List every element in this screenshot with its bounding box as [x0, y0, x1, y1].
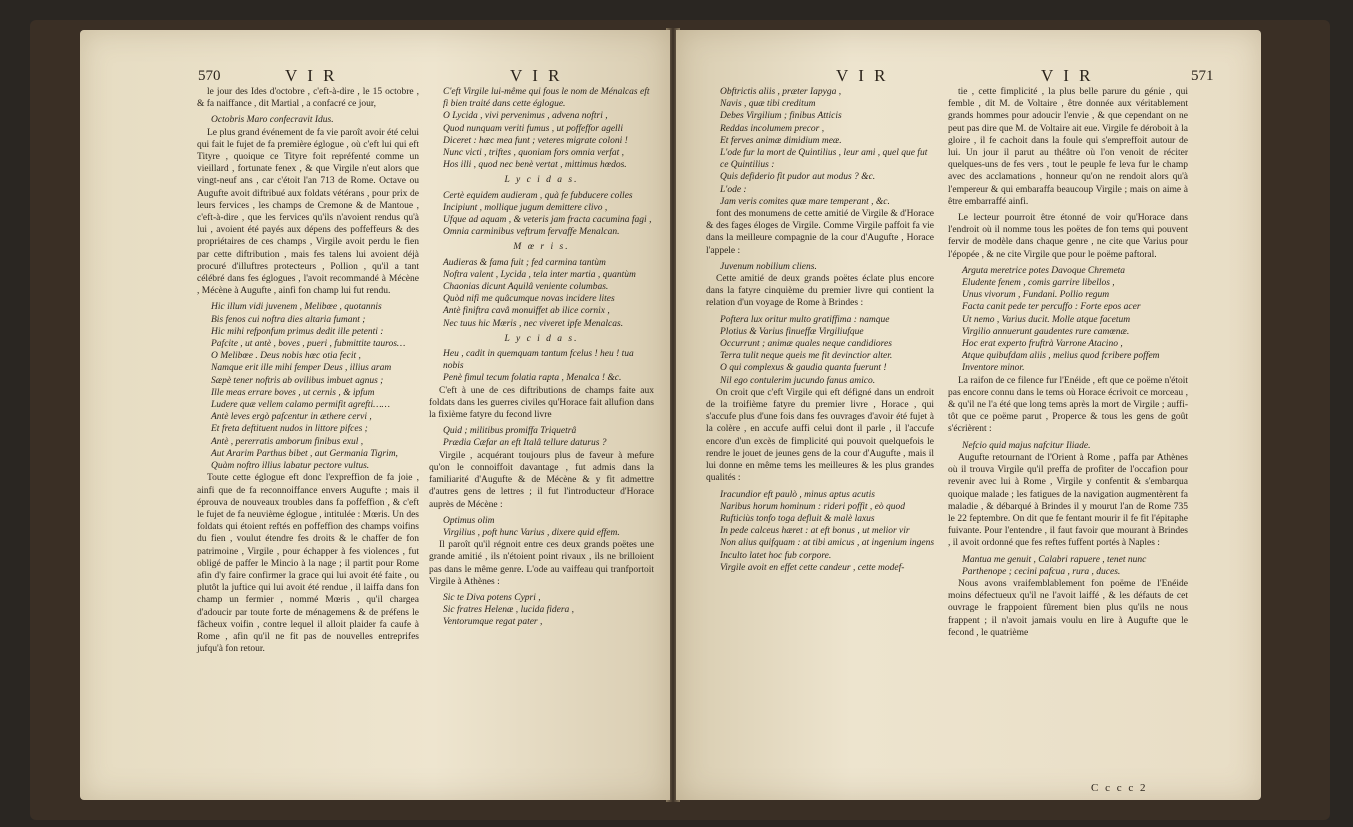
- verse-line: Parthenope ; cecini pafcua , rura , duces.: [962, 566, 1121, 577]
- running-head-right-a: V I R: [836, 66, 889, 85]
- prose-paragraph: On croit que c'eft Virgile qui eft défigné dans un endroit de la troifième fatyre du premier livre , Horace , qui s'accufe plus d'une fois dans fes ouvrages d'avoir été fujet à la colère , en accufe auffi celui dont il parle , il l'accufe encore d'un excès de fimplicité qui pouvoit quelquefois le rendre le jouet de jeunes gens de la cour d'Augufte , mais il lui donne en même tems les meilleures & les plus grandes qualités :: [706, 387, 934, 484]
- verse-line: C'eft Virgile lui-même qui fous le nom de Ménalcas eft fi bien traité dans cette églogue.: [443, 87, 650, 110]
- verse-line: Audieras & fama fuit ; fed carmina tantùm: [443, 257, 606, 268]
- verse-line: Sic te Diva potens Cypri ,: [443, 592, 541, 603]
- prose-paragraph: Il paroît qu'il régnoit entre ces deux grands poëtes une grande amitié , ils n'étoient point rivaux , ils ne brilloient pas dans le même genre. L'ode au vaiffeau qui tranfportoit Virgile à Athènes :: [429, 540, 654, 587]
- left-page-column-2: [429, 86, 654, 629]
- verse-line: Nil ego contulerim jucundo fanus amico.: [720, 375, 876, 386]
- verse-line: Naribus horum hominum : rideri poffit , eò quod: [720, 501, 905, 512]
- verse-line: Terra tulit neque queis me fit devinctior alter.: [720, 351, 893, 362]
- verse-line: Hos illi , quod nec benè vertat , mittimus hœdos.: [443, 160, 627, 171]
- verse-line: Ufque ad aquam , & veteris jam fracta cacumina fagi ,: [443, 215, 652, 226]
- speaker-name: M œ r i s.: [513, 242, 570, 253]
- speaker-name: L y c i d a s.: [504, 175, 579, 186]
- verse-line: O Lycida , vivi pervenimus , advena noftri ,: [443, 111, 608, 122]
- prose-paragraph: Le plus grand événement de fa vie paroît avoir été celui qui fait le fujet de fa première églogue , où c'eft lui qui eft Tityre , quoique ce Tityre foit repréfenté comme un vieillard , fortunate fenex , & que Virgile n'eut alors que vingt-neuf ans , car c'étoit l'an 713 de Rome. Octave ou Augufte avoit diftribué aux foldats vétérans , pour prix de leurs fervices , les champs de Cremone & de Mantoue , c'eft-à-dire , que les fervices qu'ils n'avoient rendus qu'à lui , avoient été payés aux dépens des poffeffeurs & des propriétaires de ces champs , Virgile avoit perdu le fien par cette diftribution , mais fes talens lui avoient déjà procuré d'illuftres protecteurs , Pollion , qu'il a tant célébré dans fes églogues , l'avoit recommandé à Mécène , Mécène à Augufte , ainfi fon champ lui fut rendu.: [197, 127, 419, 297]
- prose-paragraph: Cette amitié de deux grands poëtes éclate plus encore dans la fatyre cinquième du premier livre qui contient la relation d'un voyage de Rome à Brindes :: [706, 274, 934, 309]
- verse-line: Eludente fenem , comis garrire libellos ,: [962, 278, 1115, 289]
- verse-line: Optimus olim: [443, 515, 495, 526]
- verse-line: Antè leves ergò pafcentur in æthere cervi ,: [211, 412, 372, 423]
- verse-line: O qui complexus & gaudia quanta fuerunt !: [720, 363, 887, 374]
- prose-paragraph: tie , cette fimplicité , la plus belle parure du génie , qui femble , dit M. de Voltaire , être donnée aux véritablement grands hommes pour adoucir l'envie , & que cependant on ne peut pas dire que M. de Voltaire ait eue. Virgile fe déroboit à la gloire , il fe cachoit dans la foule qui s'empreffoit autour de lui. Un jour il parut au théâtre où l'on venoit de réciter quelques-uns de fes vers , tout le peuple fe leva fur le champ avec des acclamations , honneur qu'on ne rendoit alors qu'à l'empereur & qui embaraffa beaucoup Virgile ; mais on aime à être embarraffé ainfi.: [948, 87, 1188, 207]
- verse-line: Ut nemo , Varius ducit. Molle atque facetum: [962, 314, 1131, 325]
- verse-line: Sic fratres Helenæ , lucida fidera ,: [443, 605, 575, 616]
- verse-line: Chaonias dicunt Aquilâ veniente columbas.: [443, 282, 609, 293]
- prose-paragraph: Toute cette églogue eft donc l'expreffion de fa joie , ainfi que de fa reconnoiffance envers Augufte ; mais il éprouva de nouveaux troubles dans fa poffeffion , & c'eft le fujet de fa neuvième églogue , intitulée : Mœris. Un des foldats qui étoient reftés en poffeffion des champs voifins du fien , voulut étendre fes droits & le chaffer de fon patrimoine , Virgile , pour échapper à fes violences , fut obligé de paffer le Mincio à la nage ; il partit pour Rome afin d'y faire confirmer la grace qui lui avoit été faite , ou plutôt la juftice qui lui avoit été rendue , il laiffa dans fon champ un fermier , nommé Mœris , qu'il chargea d'adoucir par toute forte de ménagemens & de préfens le fâcheux voifin , contre lequel il alloit plaider fa caufe à Rome , afin qu'il ne fit pas de nouvelles entreprifes jufqu'à fon retour.: [197, 473, 419, 655]
- verse-line: Ille meas errare boves , ut cernis , & ipfum: [211, 387, 375, 398]
- verse-line: Quàm noftro illius labatur pectore vultus.: [211, 461, 370, 472]
- verse-line: Mantua me genuit , Calabri rapuere , tenet nunc: [962, 554, 1147, 565]
- verse-line: Hic illum vidi juvenem , Melibœe , quotannis: [211, 302, 382, 313]
- verse-line: Pafcite , ut antè , boves , pueri , fubmittite tauros…: [211, 339, 406, 350]
- verse-line: Unus vivorum , Fundani. Pollio regum: [962, 290, 1110, 301]
- verse-line: Reddas incolumem precor ,: [720, 123, 825, 134]
- verse-line: L'ode :: [720, 184, 747, 195]
- verse-line: Hoc erat experto fruftrà Varrone Atacino ,: [962, 339, 1123, 350]
- verse-line: Jam veris comites quæ mare temperant , &c.: [720, 196, 890, 207]
- verse-line: Diceret : hæc mea funt ; veteres migrate coloni !: [443, 135, 628, 146]
- verse-line: Certè equidem audieram , quà fe fubducere colles: [443, 190, 633, 201]
- verse-line: Incipiunt , mollique jugum demittere clivo ,: [443, 202, 608, 213]
- running-head-left-a: V I R: [285, 66, 338, 85]
- verse-line: Hic mihi refponfum primus dedit ille petenti :: [211, 326, 384, 337]
- verse-line: Plotius & Varius finueffæ Virgiliufque: [720, 326, 864, 337]
- verse-line: Quòd nifi me quâcumque novas incidere lites: [443, 294, 615, 305]
- verse-line: Nefcio quid majus nafcitur Iliade.: [962, 440, 1091, 451]
- verse-line: Facta canit pede ter percuffo : Forte epos acer: [962, 302, 1141, 313]
- right-page-column-2: [948, 86, 1188, 643]
- verse-line: Penè fimul tecum folatia rapta , Menalca ! &c.: [443, 373, 622, 384]
- prose-paragraph: La raifon de ce filence fur l'Enéide , eft que ce poëme n'étoit pas encore connu dans le tems où Horace écrivoit ce morceau , & qu'il ne l'a été que long tems après la mort de Virgile ; auffi-tôt que ce poëme parut , Properce & tous les gens de goût s'écrièrent :: [948, 375, 1188, 435]
- running-head-left-b: V I R: [510, 66, 563, 85]
- verse-line: Heu , cadit in quemquam tantum fcelus ! heu ! tua nobis: [443, 349, 634, 372]
- right-page-column-1: [706, 86, 934, 574]
- running-head-right-b: V I R: [1041, 66, 1094, 85]
- prose-paragraph: Le lecteur pourroit être étonné de voir qu'Horace dans l'endroit où il nomme tous les poëtes de fon tems qui pouvent fervir de modèle dans chaque genre , ne cite que Varius pour l'épopée , & ne cite Virgile que pour le poëme paftoral.: [948, 213, 1188, 260]
- prose-paragraph: font des monumens de cette amitié de Virgile & d'Horace & des fages éloges de Virgile. Comme Virgile paffoit fa vie dans la meilleure compagnie de la cour d'Augufte , Horace l'appele :: [706, 209, 934, 256]
- verse-line: Omnia carminibus veftrum fervaffe Menalcan.: [443, 227, 620, 238]
- verse-line: Octobris Maro confecravit Idus.: [211, 115, 334, 126]
- verse-line: Arguta meretrice potes Davoque Chremeta: [962, 265, 1126, 276]
- verse-line: Debes Virgilium ; finibus Atticis: [720, 111, 842, 122]
- verse-line: Noftra valent , Lycida , tela inter martia , quantùm: [443, 269, 636, 280]
- left-page: [80, 30, 670, 800]
- verse-line: O Melibœe . Deus nobis hœc otia fecit ,: [211, 351, 361, 362]
- prose-paragraph: Nous avons vraifemblablement fon poëme de l'Enéide moins défectueux qu'il ne l'avoit laiffé , & les défauts de cet ouvrage le frappoient fûrement bien plus qu'ils ne nous frappent ; il n'avoit jamais voulu en lire à Augufte que le fecond , le quatrième: [948, 578, 1188, 638]
- verse-line: Namque erit ille mihi femper Deus , illius aram: [211, 363, 392, 374]
- prose-paragraph: C'eft à une de ces diftributions de champs faite aux foldats dans les guerres civiles qu'Horace fait allufion dans la fixième fatyre du fecond livre: [429, 385, 654, 421]
- left-page-column-1: [197, 86, 419, 659]
- right-page: [676, 30, 1261, 800]
- verse-line: Inculto latet hoc fub corpore.: [720, 550, 832, 561]
- verse-line: Ventorumque regat pater ,: [443, 617, 543, 628]
- verse-line: Et freta deftituent nudos in littore pifces ;: [211, 424, 368, 435]
- verse-line: Quod nunquam veriti fumus , ut poffeffor agelli: [443, 123, 623, 134]
- prose-paragraph: Augufte retournant de l'Orient à Rome , paffa par Athènes où il trouva Virgile qu'il preffa de profiter de l'occafion pour revenir avec lui à Rome , Virgile y confentit & s'embarqua quoique malade ; les fatigues de la navigation augmentèrent fa maladie , & débarqué à Brindes il y mourut l'an de Rome 735 le 22 feptembre. On dit que fe fentant mourir il fe fit l'épitaphe fuivante. Pour l'entendre , il faut favoir que mourant à Brindes , il avoit ordonné que fes reftes fuffent portés à Naples :: [948, 452, 1188, 549]
- page-number-left: 570: [198, 68, 221, 84]
- speaker-name: L y c i d a s.: [504, 333, 579, 344]
- verse-line: Sæpè tener noftris ab ovilibus imbuet agnus ;: [211, 375, 384, 386]
- verse-line: L'ode fur la mort de Quintilius , leur ami , quel que fut ce Quintilius :: [720, 148, 928, 171]
- prose-paragraph: Virgile , acquérant toujours plus de faveur à mefure qu'on le connoiffoit davantage , fut admis dans la familiarité d'Augufte & de Mécène & y fit admettre d'autres gens de lettres ; il fut l'introducteur d'Horace auprès de Mécène :: [429, 450, 654, 510]
- verse-line: Rufticiùs tonfo toga defluit & malè laxus: [720, 513, 875, 524]
- verse-line: Quid ; militibus promiffa Triquetrâ: [443, 426, 577, 437]
- page-number-right: 571: [1191, 68, 1214, 84]
- verse-line: Prædia Cæfar an eft Italâ tellure daturus ?: [443, 438, 607, 449]
- verse-line: Nunc victi , triftes , quoniam fors omnia verfat ,: [443, 148, 625, 159]
- verse-line: In pede calceus hæret : at eft bonus , ut melior vir: [720, 526, 910, 537]
- verse-line: Non alius quifquam : at tibi amicus , at ingenium ingens: [720, 538, 935, 549]
- verse-line: Ludere quæ vellem calamo permifit agrefti……: [211, 400, 390, 411]
- verse-line: Inventore minor.: [962, 363, 1025, 374]
- verse-line: Occurrunt ; animæ quales neque candidiores: [720, 339, 892, 350]
- verse-line: Antè finiftra cavâ monuiffet ab ilice cornix ,: [443, 306, 610, 317]
- verse-line: Poftera lux oritur multo gratiffima : namque: [720, 314, 890, 325]
- verse-line: Aut Ararim Parthus bibet , aut Germania Tigrim,: [211, 448, 398, 459]
- verse-line: Atque quibufdam aliis , melius quod fcribere poffem: [962, 351, 1160, 362]
- verse-line: Virgilius , poft hunc Varius , dixere quid effem.: [443, 527, 620, 538]
- verse-line: Et ferves animæ dimidium meæ.: [720, 135, 842, 146]
- verse-line: Iracundior eft paulò , minus aptus acutis: [720, 489, 875, 500]
- verse-line: Bis fenos cui noftra dies altaria fumant ;: [211, 314, 366, 325]
- verse-line: Virgilio annuerunt gaudentes rure camœnæ.: [962, 326, 1130, 337]
- signature-mark: C c c c 2: [1091, 782, 1148, 794]
- verse-line: Quis defiderio fit pudor aut modus ? &c.: [720, 172, 876, 183]
- verse-line: Virgile avoit en effet cette candeur , cette modef-: [720, 562, 905, 573]
- verse-line: Antè , pererratis amborum finibus exul ,: [211, 436, 364, 447]
- verse-line: Navis , quæ tibi creditum: [720, 99, 816, 110]
- verse-line: Nec tuus hic Mœris , nec viveret ipfe Menalcas.: [443, 318, 624, 329]
- verse-line: Obftrictis aliis , præter Iapyga ,: [720, 87, 842, 97]
- verse-line: Juvenum nobilium cliens.: [720, 261, 817, 272]
- prose-paragraph: le jour des Ides d'octobre , c'eft-à-dire , le 15 octobre , & fa naiffance , dit Martial , a confacré ce jour,: [197, 87, 419, 110]
